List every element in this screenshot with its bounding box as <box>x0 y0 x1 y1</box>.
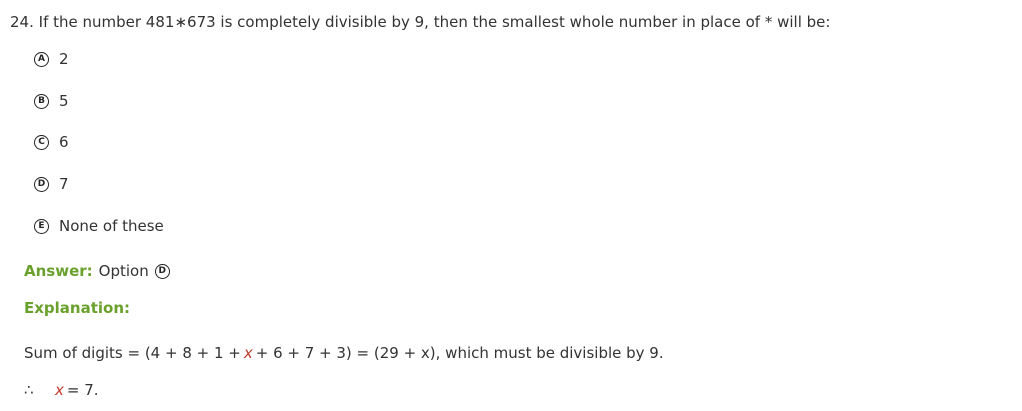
asterisk-symbol: ∗ <box>174 13 188 31</box>
variable-x-result: x <box>55 381 64 399</box>
explanation-line-2-after: = 7. <box>66 381 99 399</box>
variable-x: x <box>243 344 253 362</box>
question-text <box>10 12 830 32</box>
option-d-value: 7 <box>59 175 69 193</box>
explanation-line-1 <box>24 343 664 363</box>
option-a[interactable] <box>34 49 69 69</box>
option-b[interactable] <box>34 91 69 111</box>
explanation-line-2 <box>24 380 99 400</box>
option-e-letter-icon: E <box>34 219 49 234</box>
question-text-before: If the number 481 <box>38 13 175 31</box>
explanation-heading: Explanation: <box>24 299 131 317</box>
option-c-letter-icon: C <box>34 135 49 150</box>
option-c-value: 6 <box>59 133 69 151</box>
option-e-value: None of these <box>59 217 164 235</box>
answer-label: Answer: <box>24 262 93 280</box>
explanation-line-1-after: + 6 + 7 + 3) = (29 + x), which must be divisible by 9. <box>255 344 664 362</box>
option-b-value: 5 <box>59 92 69 110</box>
question-text-after: 673 is completely divisible by 9, then the smallest whole number in place of * will be: <box>187 13 831 31</box>
option-d[interactable] <box>34 174 69 194</box>
option-e[interactable] <box>34 216 164 236</box>
option-a-letter-icon: A <box>34 52 49 67</box>
option-d-letter-icon: D <box>34 177 49 192</box>
therefore-icon: ∴ <box>24 381 34 399</box>
answer-letter-icon: D <box>155 264 170 279</box>
answer-option-text: Option <box>98 262 149 280</box>
question-number: 24. <box>10 13 34 31</box>
option-a-value: 2 <box>59 50 69 68</box>
option-c[interactable] <box>34 132 69 152</box>
explanation-line-1-before: Sum of digits = (4 + 8 + 1 + <box>24 344 241 362</box>
option-b-letter-icon: B <box>34 94 49 109</box>
answer-line <box>24 261 170 281</box>
